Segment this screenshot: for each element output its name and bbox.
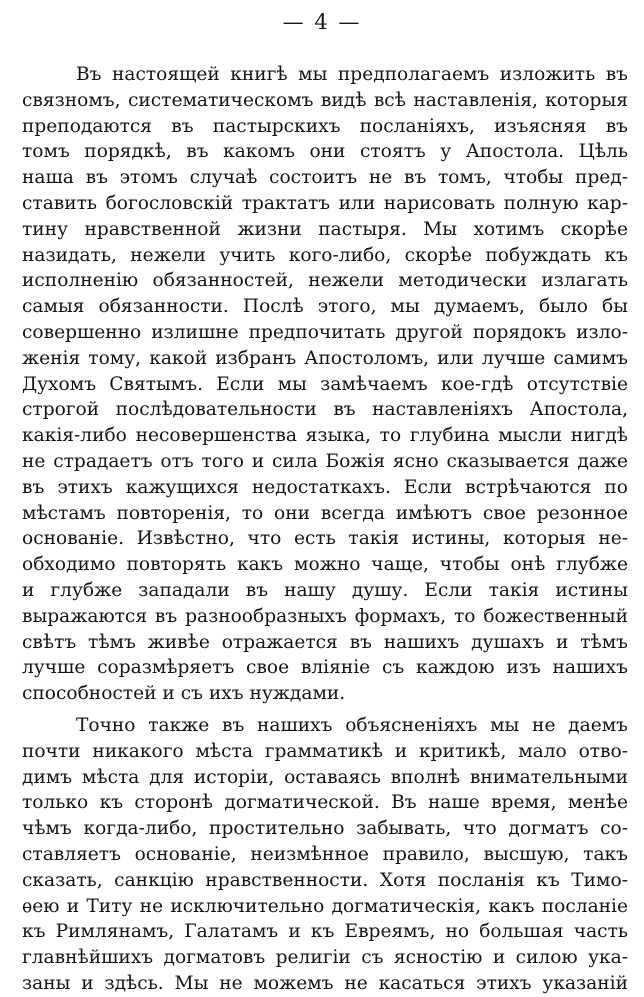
- text-line: самыя обязанности. Послѣ этого, мы думаемъ, было бы: [22, 296, 628, 318]
- text-line: Въ настоящей книгѣ мы предполагаемъ изложить въ: [76, 64, 628, 85]
- text-line: связномъ, систематическомъ видѣ всѣ наставленія, которыя: [22, 89, 628, 111]
- text-line: основаніе. Извѣстно, что есть такія истины, которыя не-: [22, 528, 628, 550]
- text-line: чѣмъ когда-либо, простительно забывать, что догматъ со-: [22, 818, 628, 840]
- text-line: димъ мѣста для исторіи, оставаясь вполнѣ внимательными: [22, 766, 628, 788]
- text-line: ставляетъ основаніе, неизмѣнное правило, высшую, такъ: [22, 843, 628, 865]
- text-line: обходимо повторять какъ можно чаще, чтобы онѣ глубже: [22, 554, 628, 576]
- text-line: Духомъ Святымъ. Если мы замѣчаемъ кое-гдѣ отсутствіе: [22, 373, 628, 395]
- text-line: назидать, нежели учить кого-либо, скорѣе побуждать къ: [22, 244, 628, 266]
- text-line: ѳею и Титу не исключительно догматическія, какъ посланіе: [22, 895, 628, 917]
- text-line: лучше соразмѣряетъ свое вліяніе съ каждою изъ нашихъ: [22, 657, 628, 679]
- text-line: какія-либо несовершенства языка, то глубина мысли нигдѣ: [22, 425, 628, 447]
- text-line: только къ сторонѣ догматической. Въ наше время, менѣе: [22, 792, 628, 814]
- text-line: Точно также въ нашихъ объясненіяхъ мы не даемъ: [76, 714, 628, 736]
- text-line: женія тому, какой избранъ Апостоломъ, или лучше самимъ: [22, 347, 628, 369]
- text-line: исполненію обязанностей, нежели методически излагать: [22, 270, 628, 292]
- text-line: въ этихъ кажущихся недостаткахъ. Если встрѣчаются по: [22, 476, 628, 498]
- text-line: почти никакого мѣста грамматикѣ и критикѣ, мало отво-: [22, 740, 628, 762]
- text-line: тину нравственной жизни пастыря. Мы хотимъ скорѣе: [22, 218, 628, 240]
- text-line: совершенно излишне предпочитать другой порядокъ изло-: [22, 321, 628, 343]
- text-line: способностей и съ ихъ нуждами.: [22, 683, 346, 705]
- paragraph-2: [22, 713, 628, 997]
- text-line: ставить богословскій трактатъ или нарисовать полную кар-: [22, 192, 628, 214]
- text-line: преподаются въ пастырскихъ посланіяхъ, изъясняя въ: [22, 115, 628, 137]
- text-line: свѣтъ тѣмъ живѣе отражается въ нашихъ душахъ и тѣмъ: [22, 631, 628, 653]
- text-line: заны и здѣсь. Мы не можемъ не касаться этихъ указаній: [22, 972, 628, 994]
- text-line: главнѣйшихъ догматовъ религіи съ ясностію и силою ука-: [22, 947, 628, 969]
- body-text: [22, 62, 628, 997]
- text-line: и глубже западали въ нашу душу. Если такія истины: [22, 579, 628, 601]
- text-line: строгой послѣдовательности въ наставленіяхъ Апостола,: [22, 399, 628, 421]
- text-line: мѣстамъ повторенія, то они всегда имѣютъ свое резонное: [22, 502, 628, 524]
- text-line: не страдаетъ отъ того и сила Божія ясно сказывается даже: [22, 450, 628, 472]
- text-line: выражаются въ разнообразныхъ формахъ, то божественный: [22, 605, 628, 627]
- text-line: сказать, санкцію нравственности. Хотя посланія къ Тимо-: [22, 869, 628, 891]
- text-line: къ Римлянамъ, Галатамъ и къ Евреямъ, но большая часть: [22, 921, 628, 943]
- page-number: — 4 —: [282, 10, 362, 34]
- paragraph-1: [22, 62, 628, 707]
- text-line: наша въ этомъ случаѣ состоитъ не въ томъ, чтобы пред-: [22, 167, 628, 189]
- text-line: томъ порядкѣ, въ какомъ они стоятъ у Апостола. Цѣль: [22, 141, 628, 163]
